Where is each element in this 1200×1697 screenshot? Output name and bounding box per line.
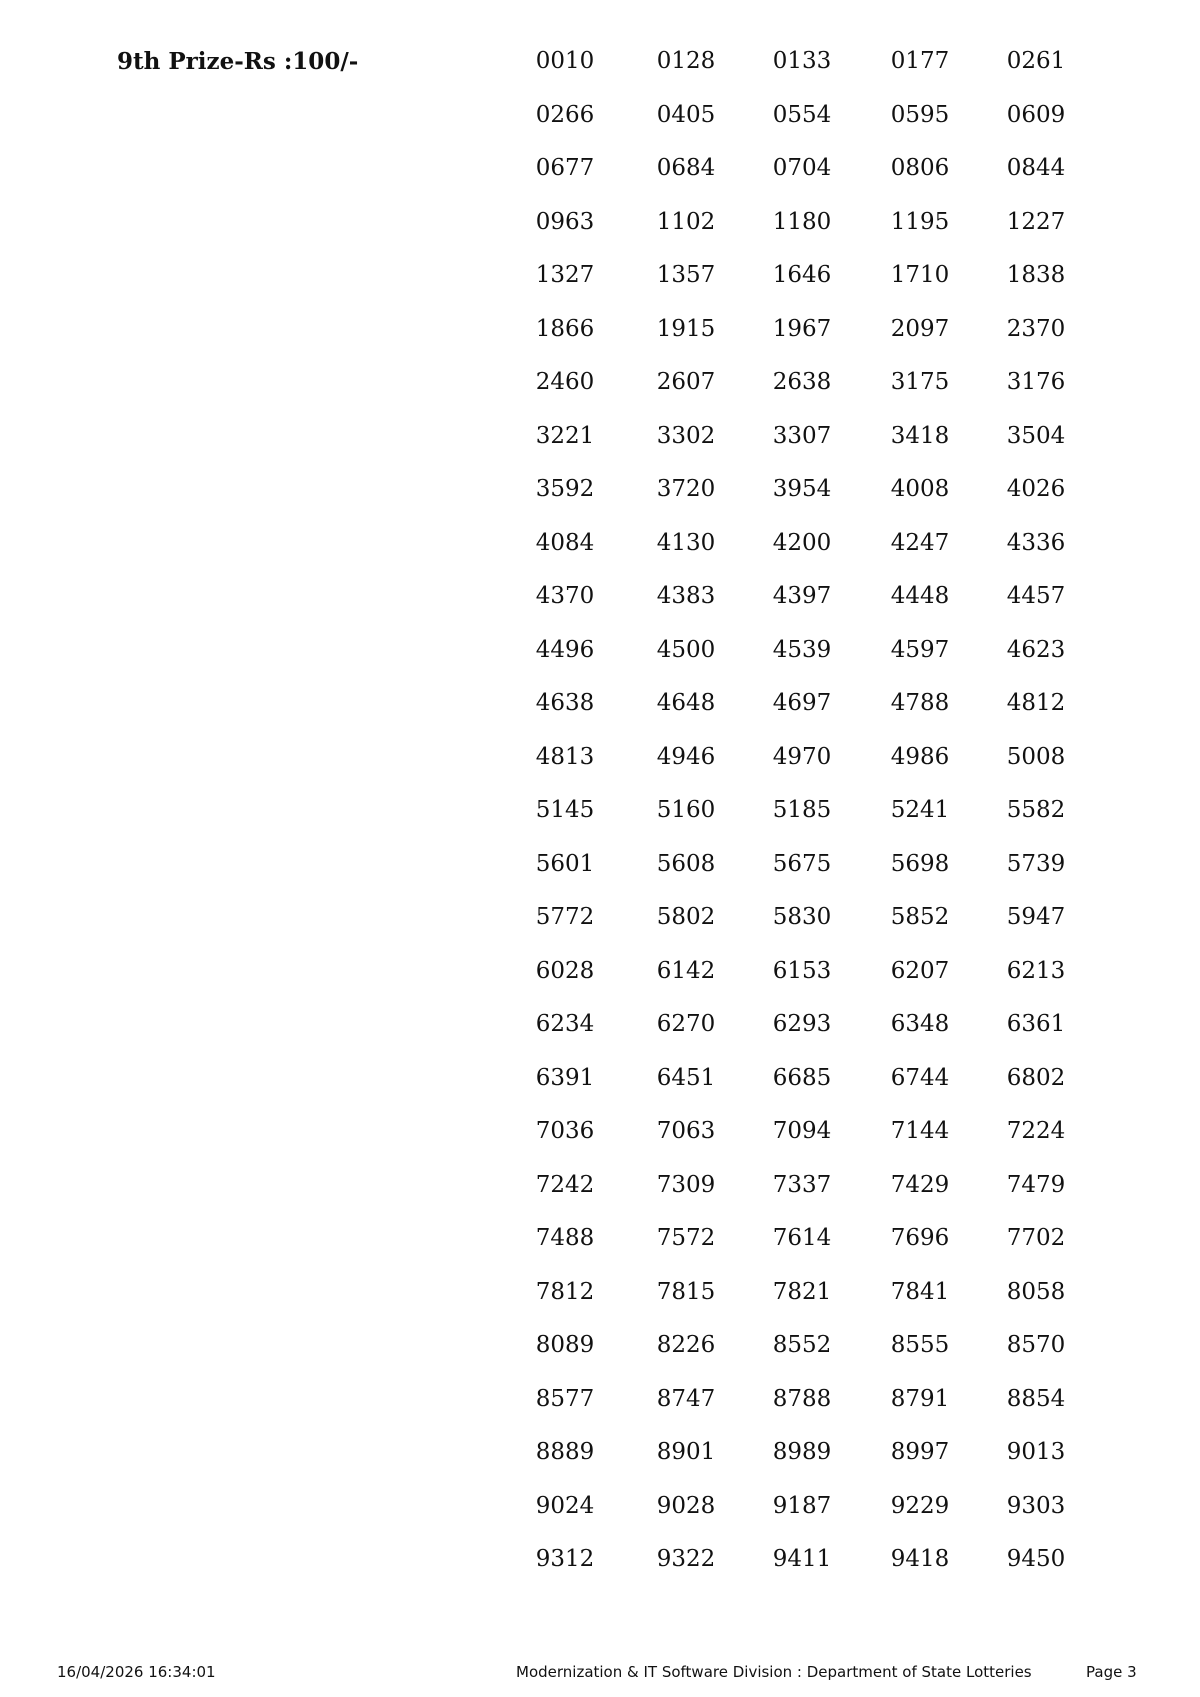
winning-number: 9229: [890, 1492, 950, 1519]
winning-number: 0963: [535, 208, 595, 235]
winning-number: 4336: [1006, 529, 1066, 556]
winning-number: 6234: [535, 1011, 595, 1037]
winning-number: 4370: [535, 583, 595, 609]
winning-number: 4457: [1006, 583, 1066, 609]
winning-number: 7337: [772, 1171, 832, 1198]
winning-number: 4788: [890, 690, 950, 716]
winning-number: 5802: [656, 904, 716, 930]
winning-number: 3176: [1006, 369, 1066, 395]
winning-number: 4448: [890, 583, 950, 609]
winning-number: 5608: [656, 850, 716, 877]
winning-number: 5582: [1006, 797, 1066, 823]
winning-number: 6451: [656, 1064, 716, 1091]
winning-number: 7309: [656, 1171, 716, 1198]
winning-number: 0266: [535, 101, 595, 128]
number-row: [520, 1434, 1110, 1488]
winning-number: 4500: [656, 636, 716, 663]
winning-number: 3221: [535, 422, 595, 449]
winning-number: 8555: [890, 1332, 950, 1358]
winning-number: 7821: [772, 1278, 832, 1305]
winning-number: 0844: [1006, 155, 1066, 181]
number-row: [520, 471, 1110, 525]
winning-number: 5601: [535, 850, 595, 877]
winning-number: 3720: [656, 476, 716, 502]
winning-number: 1967: [772, 315, 832, 342]
number-row: [520, 632, 1110, 686]
number-row: [520, 1488, 1110, 1542]
winning-number: 9411: [772, 1546, 832, 1572]
number-row: [520, 1167, 1110, 1221]
number-row: [520, 846, 1110, 900]
number-row: [520, 739, 1110, 793]
winning-number: 6293: [772, 1011, 832, 1037]
winning-number: 4383: [656, 583, 716, 609]
winning-number: 3592: [535, 476, 595, 502]
winning-number: 8901: [656, 1439, 716, 1465]
number-row: [520, 899, 1110, 953]
winning-number: 7696: [890, 1225, 950, 1251]
winning-number: 8058: [1006, 1278, 1066, 1305]
winning-number: 1195: [890, 208, 950, 235]
number-row: [520, 685, 1110, 739]
number-row: [520, 311, 1110, 365]
winning-number: 8889: [535, 1439, 595, 1465]
winning-number: 8854: [1006, 1385, 1066, 1412]
winning-number: 9322: [656, 1546, 716, 1572]
winning-number: 4648: [656, 690, 716, 716]
number-row: [520, 1541, 1110, 1595]
number-row: [520, 150, 1110, 204]
winning-number: 8570: [1006, 1332, 1066, 1358]
page-footer: [0, 1660, 1200, 1684]
winning-number: 1180: [772, 208, 832, 235]
winning-numbers-grid: [520, 43, 1110, 1595]
footer-organization: Modernization & IT Software Division : Department of State Lotteries: [516, 1663, 1032, 1681]
winning-number: 5675: [772, 850, 832, 877]
winning-number: 4623: [1006, 636, 1066, 663]
winning-number: 6802: [1006, 1064, 1066, 1091]
winning-number: 0133: [772, 48, 832, 74]
number-row: [520, 257, 1110, 311]
winning-number: 4397: [772, 583, 832, 609]
winning-number: 6270: [656, 1011, 716, 1037]
winning-number: 6028: [535, 957, 595, 984]
winning-number: 7614: [772, 1225, 832, 1251]
winning-number: 4496: [535, 636, 595, 663]
number-row: [520, 1060, 1110, 1114]
winning-number: 3418: [890, 422, 950, 449]
winning-number: 7094: [772, 1118, 832, 1144]
winning-number: 8226: [656, 1332, 716, 1358]
winning-number: 9303: [1006, 1492, 1066, 1519]
winning-number: 1915: [656, 315, 716, 342]
number-row: [520, 1381, 1110, 1435]
winning-number: 2460: [535, 369, 595, 395]
winning-number: 0677: [535, 155, 595, 181]
winning-number: 5160: [656, 797, 716, 823]
winning-number: 0128: [656, 48, 716, 74]
winning-number: 6685: [772, 1064, 832, 1091]
winning-number: 4638: [535, 690, 595, 716]
number-row: [520, 578, 1110, 632]
footer-page-number: Page 3: [1086, 1663, 1137, 1681]
footer-timestamp: 16/04/2026 16:34:01: [57, 1663, 216, 1681]
number-row: [520, 364, 1110, 418]
winning-number: 3504: [1006, 422, 1066, 449]
winning-number: 9187: [772, 1492, 832, 1519]
winning-number: 4008: [890, 476, 950, 502]
winning-number: 8552: [772, 1332, 832, 1358]
winning-number: 4597: [890, 636, 950, 663]
winning-number: 1838: [1006, 262, 1066, 288]
number-row: [520, 97, 1110, 151]
winning-number: 1327: [535, 262, 595, 288]
winning-number: 4946: [656, 743, 716, 770]
winning-number: 6348: [890, 1011, 950, 1037]
number-row: [520, 525, 1110, 579]
winning-number: 0704: [772, 155, 832, 181]
winning-number: 9312: [535, 1546, 595, 1572]
winning-number: 3175: [890, 369, 950, 395]
number-row: [520, 1113, 1110, 1167]
winning-number: 6153: [772, 957, 832, 984]
winning-number: 6391: [535, 1064, 595, 1091]
winning-number: 8089: [535, 1332, 595, 1358]
winning-number: 7815: [656, 1278, 716, 1305]
prize-title: 9th Prize-Rs :100/-: [117, 48, 359, 75]
winning-number: 6142: [656, 957, 716, 984]
number-row: [520, 953, 1110, 1007]
winning-number: 5008: [1006, 743, 1066, 770]
winning-number: 4200: [772, 529, 832, 556]
winning-number: 9450: [1006, 1546, 1066, 1572]
winning-number: 9028: [656, 1492, 716, 1519]
winning-number: 4697: [772, 690, 832, 716]
winning-number: 0405: [656, 101, 716, 128]
winning-number: 7224: [1006, 1118, 1066, 1144]
winning-number: 6361: [1006, 1011, 1066, 1037]
winning-number: 9418: [890, 1546, 950, 1572]
winning-number: 7036: [535, 1118, 595, 1144]
winning-number: 5947: [1006, 904, 1066, 930]
winning-number: 4026: [1006, 476, 1066, 502]
number-row: [520, 1327, 1110, 1381]
winning-number: 7063: [656, 1118, 716, 1144]
winning-number: 1710: [890, 262, 950, 288]
winning-number: 5145: [535, 797, 595, 823]
winning-number: 6213: [1006, 957, 1066, 984]
winning-number: 8747: [656, 1385, 716, 1412]
winning-number: 0010: [535, 48, 595, 74]
winning-number: 2638: [772, 369, 832, 395]
winning-number: 9024: [535, 1492, 595, 1519]
winning-number: 9013: [1006, 1439, 1066, 1465]
winning-number: 7488: [535, 1225, 595, 1251]
winning-number: 8791: [890, 1385, 950, 1412]
winning-number: 5830: [772, 904, 832, 930]
winning-number: 5241: [890, 797, 950, 823]
winning-number: 1866: [535, 315, 595, 342]
winning-number: 7479: [1006, 1171, 1066, 1198]
winning-number: 0684: [656, 155, 716, 181]
number-row: [520, 1220, 1110, 1274]
winning-number: 5852: [890, 904, 950, 930]
winning-number: 5772: [535, 904, 595, 930]
winning-number: 2370: [1006, 315, 1066, 342]
winning-number: 3302: [656, 422, 716, 449]
winning-number: 7144: [890, 1118, 950, 1144]
winning-number: 3954: [772, 476, 832, 502]
winning-number: 1227: [1006, 208, 1066, 235]
number-row: [520, 418, 1110, 472]
number-row: [520, 43, 1110, 97]
winning-number: 7841: [890, 1278, 950, 1305]
winning-number: 6744: [890, 1064, 950, 1091]
winning-number: 7242: [535, 1171, 595, 1198]
winning-number: 7572: [656, 1225, 716, 1251]
winning-number: 4247: [890, 529, 950, 556]
winning-number: 8788: [772, 1385, 832, 1412]
winning-number: 5185: [772, 797, 832, 823]
winning-number: 3307: [772, 422, 832, 449]
number-row: [520, 1274, 1110, 1328]
number-row: [520, 792, 1110, 846]
winning-number: 4539: [772, 636, 832, 663]
winning-number: 7812: [535, 1278, 595, 1305]
winning-number: 4813: [535, 743, 595, 770]
winning-number: 8989: [772, 1439, 832, 1465]
winning-number: 7702: [1006, 1225, 1066, 1251]
winning-number: 4084: [535, 529, 595, 556]
number-row: [520, 204, 1110, 258]
winning-number: 4970: [772, 743, 832, 770]
winning-number: 7429: [890, 1171, 950, 1198]
winning-number: 6207: [890, 957, 950, 984]
winning-number: 4812: [1006, 690, 1066, 716]
winning-number: 2097: [890, 315, 950, 342]
winning-number: 0177: [890, 48, 950, 74]
winning-number: 0595: [890, 101, 950, 128]
winning-number: 0609: [1006, 101, 1066, 128]
winning-number: 1646: [772, 262, 832, 288]
winning-number: 0261: [1006, 48, 1066, 74]
winning-number: 0806: [890, 155, 950, 181]
winning-number: 8997: [890, 1439, 950, 1465]
winning-number: 5739: [1006, 850, 1066, 877]
winning-number: 5698: [890, 850, 950, 877]
winning-number: 2607: [656, 369, 716, 395]
winning-number: 1357: [656, 262, 716, 288]
winning-number: 4986: [890, 743, 950, 770]
number-row: [520, 1006, 1110, 1060]
winning-number: 0554: [772, 101, 832, 128]
winning-number: 4130: [656, 529, 716, 556]
winning-number: 8577: [535, 1385, 595, 1412]
winning-number: 1102: [656, 208, 716, 235]
